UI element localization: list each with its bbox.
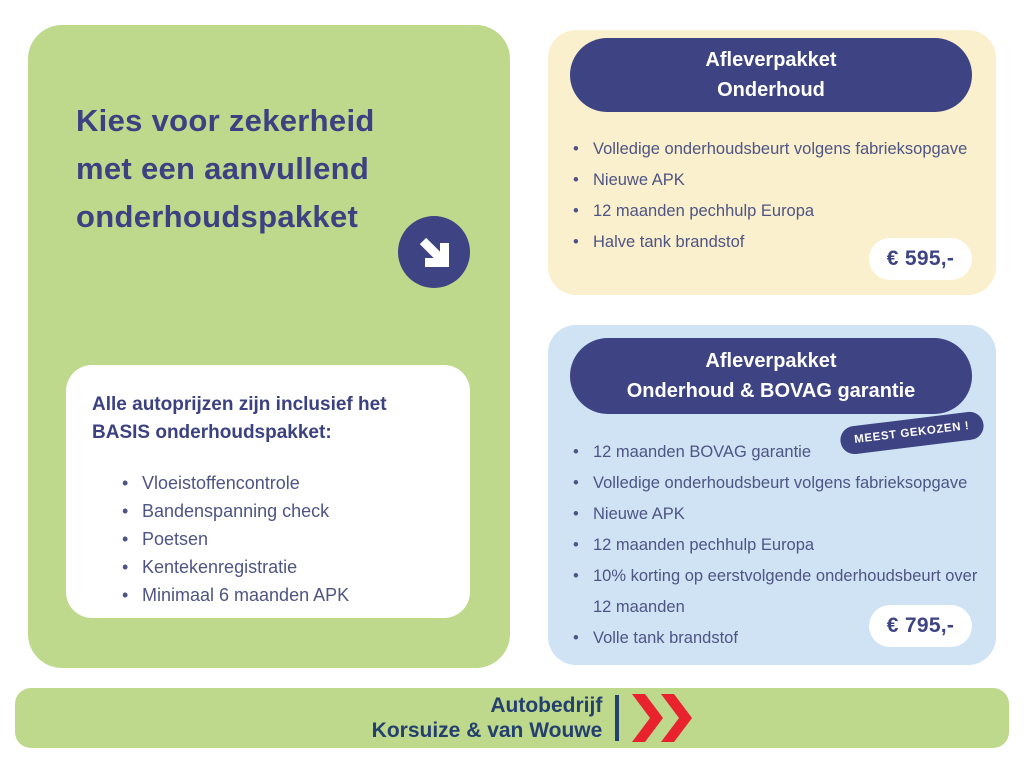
list-item: • Nieuwe APK xyxy=(573,499,978,530)
list-item: • Poetsen xyxy=(122,525,444,553)
list-item: • Volle tank brandstof xyxy=(573,623,978,654)
package-title-line: Afleverpakket xyxy=(705,350,837,372)
footer-brand-bar xyxy=(15,688,1009,748)
brand-divider xyxy=(615,695,619,741)
package-title-line: Onderhoud xyxy=(717,79,825,101)
list-item: • 12 maanden pechhulp Europa xyxy=(573,196,978,227)
price-badge: € 795,- xyxy=(869,605,972,647)
main-heading-line: Kies voor zekerheid xyxy=(76,103,375,138)
basis-card-heading xyxy=(92,391,444,447)
basis-package-card xyxy=(66,365,470,618)
list-item: • Nieuwe APK xyxy=(573,165,978,196)
package-card-onderhoud-bovag xyxy=(548,325,996,665)
package-title-pill xyxy=(570,38,972,112)
package-title-line: Afleverpakket xyxy=(705,49,837,71)
list-item: • Volledige onderhoudsbeurt volgens fabrieksopgave xyxy=(573,134,978,165)
brand-name-line: Korsuize & van Wouwe xyxy=(371,719,603,742)
package-card-onderhoud xyxy=(548,30,996,295)
list-item: • 12 maanden BOVAG garantie xyxy=(573,437,978,468)
list-item: • Volledige onderhoudsbeurt volgens fabrieksopgave xyxy=(573,468,978,499)
list-item: • 10% korting op eerstvolgende onderhoudsbeurt over 12 maanden xyxy=(573,561,978,623)
list-item: • Vloeistoffencontrole xyxy=(122,469,444,497)
list-item: • Halve tank brandstof xyxy=(573,227,978,258)
main-heading-line: onderhoudspakket xyxy=(76,199,359,234)
brand-name xyxy=(372,693,603,743)
list-item: • Minimaal 6 maanden APK xyxy=(122,581,444,609)
intro-panel xyxy=(28,25,510,668)
arrow-down-right-icon xyxy=(398,216,470,288)
basis-feature-list xyxy=(122,469,444,609)
most-chosen-badge: MEEST GEKOZEN ! xyxy=(839,410,985,455)
list-item: • Kentekenregistratie xyxy=(122,553,444,581)
list-item: • 12 maanden pechhulp Europa xyxy=(573,530,978,561)
main-heading-line: met een aanvullend xyxy=(76,151,370,186)
package-title-line: Onderhoud & BOVAG garantie xyxy=(626,380,916,402)
footer-brand-group xyxy=(372,693,693,743)
main-heading xyxy=(76,97,436,241)
price-badge: € 595,- xyxy=(869,238,972,280)
basis-card-heading-line: Alle autoprijzen zijn inclusief het xyxy=(92,394,387,415)
basis-card-heading-line: BASIS onderhoudspakket: xyxy=(92,422,332,443)
package-title-pill xyxy=(570,338,972,414)
list-item: • Bandenspanning check xyxy=(122,497,444,525)
double-chevron-right-icon xyxy=(632,694,692,742)
brand-name-line: Autobedrijf xyxy=(490,694,603,717)
